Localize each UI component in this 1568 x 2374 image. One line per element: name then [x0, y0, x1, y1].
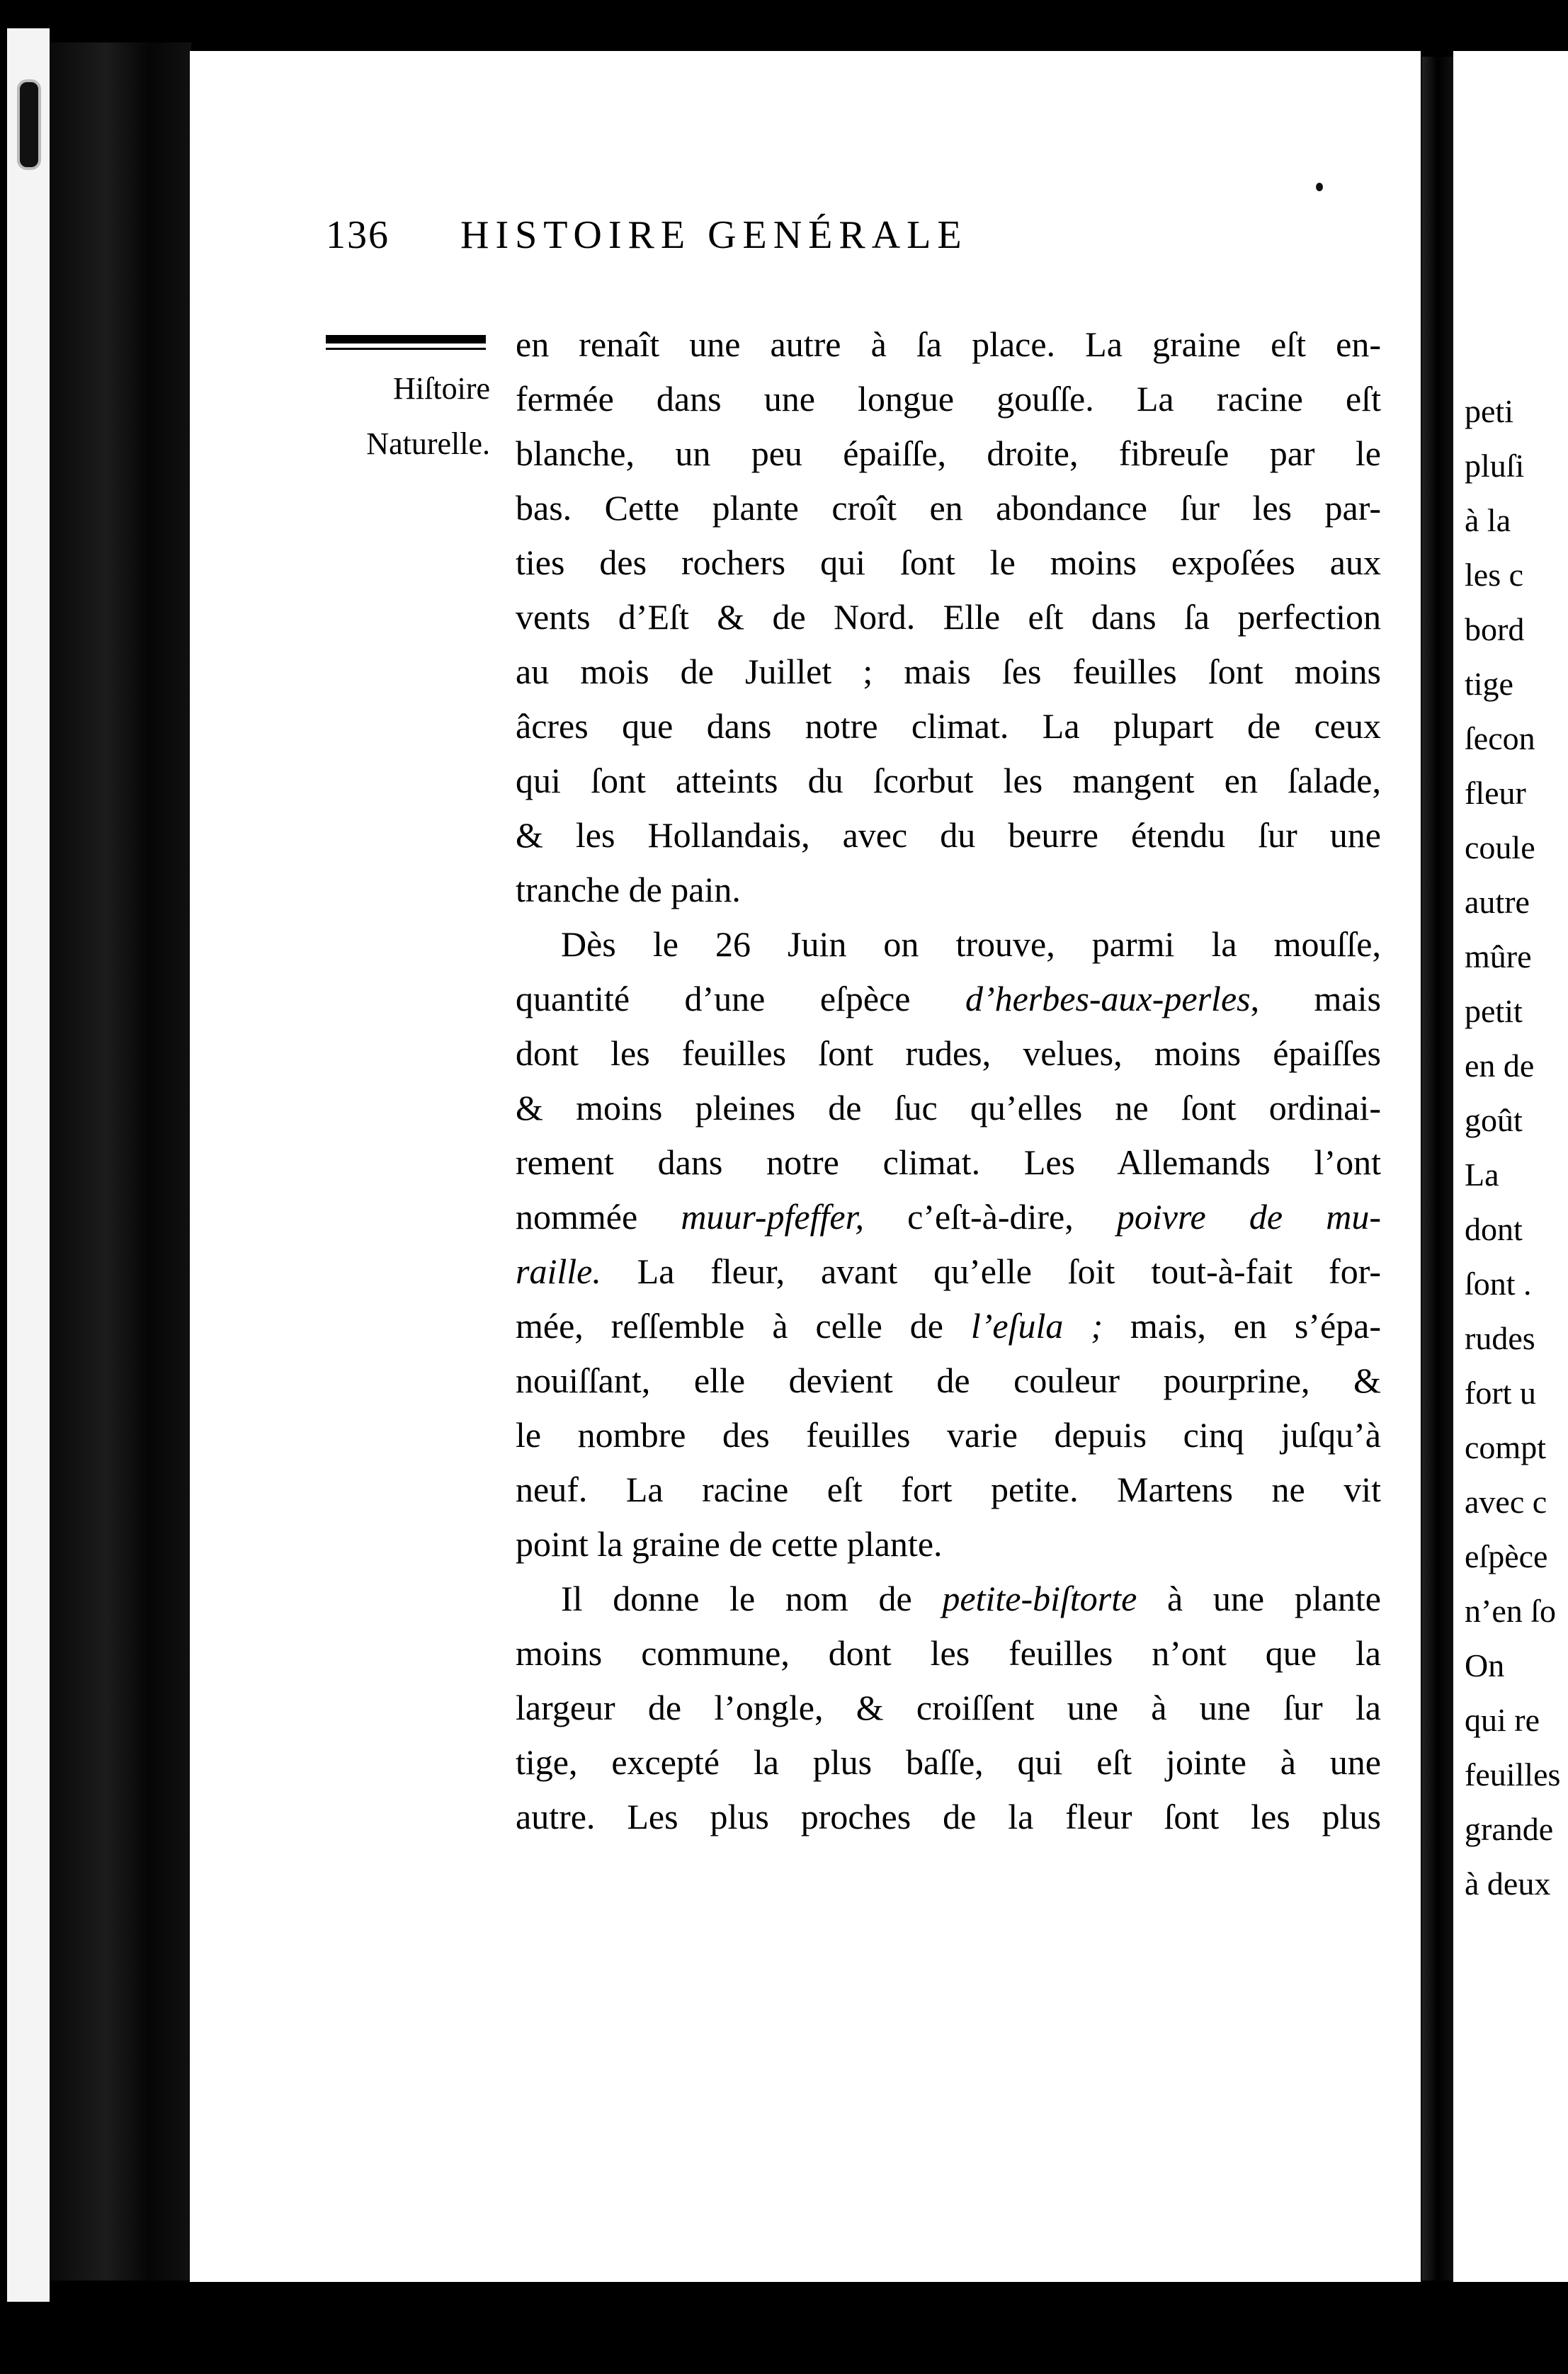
text-line [516, 1572, 1381, 1626]
facing-line: peti [1465, 393, 1513, 429]
margin-note-line: Hiſtoire [393, 371, 490, 406]
facing-line: ſecon [1465, 720, 1535, 756]
text-line [516, 535, 1381, 590]
text-run: Il donne le nom de [561, 1579, 943, 1618]
text-line [516, 863, 1381, 917]
facing-line: à deux [1465, 1865, 1551, 1902]
text-run: au mois de Juillet ; mais ſes feuilles ſont moins [516, 652, 1381, 691]
text-line [516, 1299, 1381, 1353]
text-line [516, 426, 1381, 481]
facing-line: rudes [1465, 1320, 1535, 1356]
facing-line: n’en ſo [1465, 1593, 1557, 1629]
ink-speck [1316, 183, 1323, 191]
running-title: HISTOIRE GENÉRALE [460, 213, 968, 257]
text-line [516, 1244, 1381, 1299]
text-line [516, 754, 1381, 808]
left-page-edge [7, 28, 50, 2302]
text-run: Dès le 26 Juin on trouve, parmi la mouſſe, [561, 924, 1381, 964]
text-line [516, 317, 1381, 372]
text-run: blanche, un peu épaiſſe, droite, fibreuſe par le [516, 433, 1381, 473]
text-run: rement dans notre climat. Les Allemands l’ont [516, 1142, 1381, 1182]
text-run: le nombre des feuilles varie depuis cinq juſqu’à [516, 1415, 1381, 1455]
text-run: & moins pleines de ſuc qu’elles ne ſont ordinai- [516, 1088, 1381, 1128]
text-line [516, 1081, 1381, 1135]
facing-line: goût [1465, 1102, 1523, 1138]
text-line [516, 917, 1381, 972]
text-run: âcres que dans notre climat. La plupart de ceux [516, 706, 1381, 746]
facing-line: coule [1465, 829, 1535, 865]
italic-term: d’herbes-aux-perles [965, 979, 1251, 1018]
text-line [516, 481, 1381, 535]
facing-line: à la [1465, 502, 1511, 538]
right-gutter [1422, 57, 1453, 2281]
facing-line: autre [1465, 884, 1530, 920]
text-run: largeur de l’ongle, & croiſſent une à une ſur la [516, 1688, 1381, 1727]
facing-line: ſont . [1465, 1266, 1532, 1302]
facing-line: pluſi [1465, 448, 1525, 484]
text-line [516, 1463, 1381, 1517]
text-run: ties des rochers qui ſont le moins expoſées aux [516, 543, 1381, 582]
facing-line: fort u [1465, 1375, 1536, 1411]
text-line [516, 1026, 1381, 1081]
text-run: & les Hollandais, avec du beurre étendu ſur une [516, 815, 1381, 855]
book-gutter [50, 42, 191, 2281]
text-run: mais, en s’épa- [1102, 1306, 1381, 1346]
text-run: nommée [516, 1197, 681, 1237]
text-line [516, 1790, 1381, 1844]
text-line [516, 1353, 1381, 1408]
text-run: vents d’Eſt & de Nord. Elle eſt dans ſa perfection [516, 597, 1381, 637]
text-run: moins commune, dont les feuilles n’ont que la [516, 1633, 1381, 1673]
facing-line: La [1465, 1157, 1499, 1193]
italic-term: raille. [516, 1251, 601, 1291]
text-line [516, 644, 1381, 699]
text-run: tige, excepté la plus baſſe, qui eſt jointe à une [516, 1742, 1381, 1782]
margin-rule-thin [326, 348, 486, 350]
text-run: tranche de pain. [516, 870, 741, 909]
text-run: en renaît une autre à ſa place. La graine eſt en- [516, 324, 1381, 364]
facing-line: qui re [1465, 1702, 1540, 1738]
text-run: dont les feuilles ſont rudes, velues, moins épaiſſes [516, 1033, 1381, 1073]
text-run: bas. Cette plante croît en abondance ſur les par- [516, 488, 1381, 528]
text-run: , mais [1250, 979, 1381, 1018]
facing-page-text [1465, 384, 1568, 1911]
text-run: à une plante [1137, 1579, 1381, 1618]
text-run: quantité d’une eſpèce [516, 979, 965, 1018]
text-run: fermée dans une longue gouſſe. La racine eſt [516, 379, 1381, 419]
italic-term: muur-pfeffer, [681, 1197, 865, 1237]
facing-line: grande [1465, 1811, 1554, 1847]
italic-term: petite-biſtorte [942, 1579, 1137, 1618]
text-line [516, 699, 1381, 754]
text-line [516, 372, 1381, 426]
facing-line: mûre [1465, 938, 1532, 975]
text-line [516, 808, 1381, 863]
text-line [516, 1408, 1381, 1463]
text-line [516, 1517, 1381, 1572]
text-line [516, 1681, 1381, 1735]
facing-line: eſpèce [1465, 1538, 1548, 1574]
text-run: nouiſſant, elle devient de couleur pourprine, & [516, 1361, 1381, 1400]
facing-line: On [1465, 1647, 1505, 1683]
text-line [516, 972, 1381, 1026]
text-line [516, 1135, 1381, 1190]
facing-line: fleur [1465, 775, 1526, 811]
facing-line: dont [1465, 1211, 1523, 1247]
margin-note-line: Naturelle. [366, 426, 490, 461]
facing-line: compt [1465, 1429, 1546, 1465]
text-run: autre. Les plus proches de la fleur ſont les plus [516, 1797, 1381, 1836]
facing-line: feuilles [1465, 1756, 1561, 1793]
italic-term: l’eſula ; [970, 1306, 1103, 1346]
text-run: mée, reſſemble à celle de [516, 1306, 971, 1346]
facing-line: bord [1465, 611, 1525, 647]
text-run: qui ſont atteints du ſcorbut les mangent en ſalade, [516, 761, 1381, 800]
body-text [516, 317, 1381, 1844]
text-run: point la graine de cette plante. [516, 1524, 943, 1564]
text-line [516, 1735, 1381, 1790]
facing-page-fragment [1453, 51, 1568, 2282]
facing-line: petit [1465, 993, 1523, 1029]
text-line [516, 1190, 1381, 1244]
page-number: 136 [326, 213, 390, 257]
italic-term: poivre de mu- [1116, 1197, 1381, 1237]
text-line [516, 590, 1381, 644]
text-line [516, 1626, 1381, 1681]
text-run: c’eſt-à-dire, [864, 1197, 1117, 1237]
facing-line: en de [1465, 1047, 1535, 1084]
binding-hole [17, 79, 41, 170]
text-run: neuf. La racine eſt fort petite. Martens ne vit [516, 1470, 1381, 1509]
margin-rule [326, 335, 486, 343]
facing-line: avec c [1465, 1484, 1547, 1520]
text-run: La fleur, avant qu’elle ſoit tout-à-fait for- [601, 1251, 1381, 1291]
facing-line: les c [1465, 557, 1524, 593]
margin-note [327, 361, 490, 472]
facing-line: tige [1465, 666, 1513, 702]
running-header [326, 212, 1388, 283]
